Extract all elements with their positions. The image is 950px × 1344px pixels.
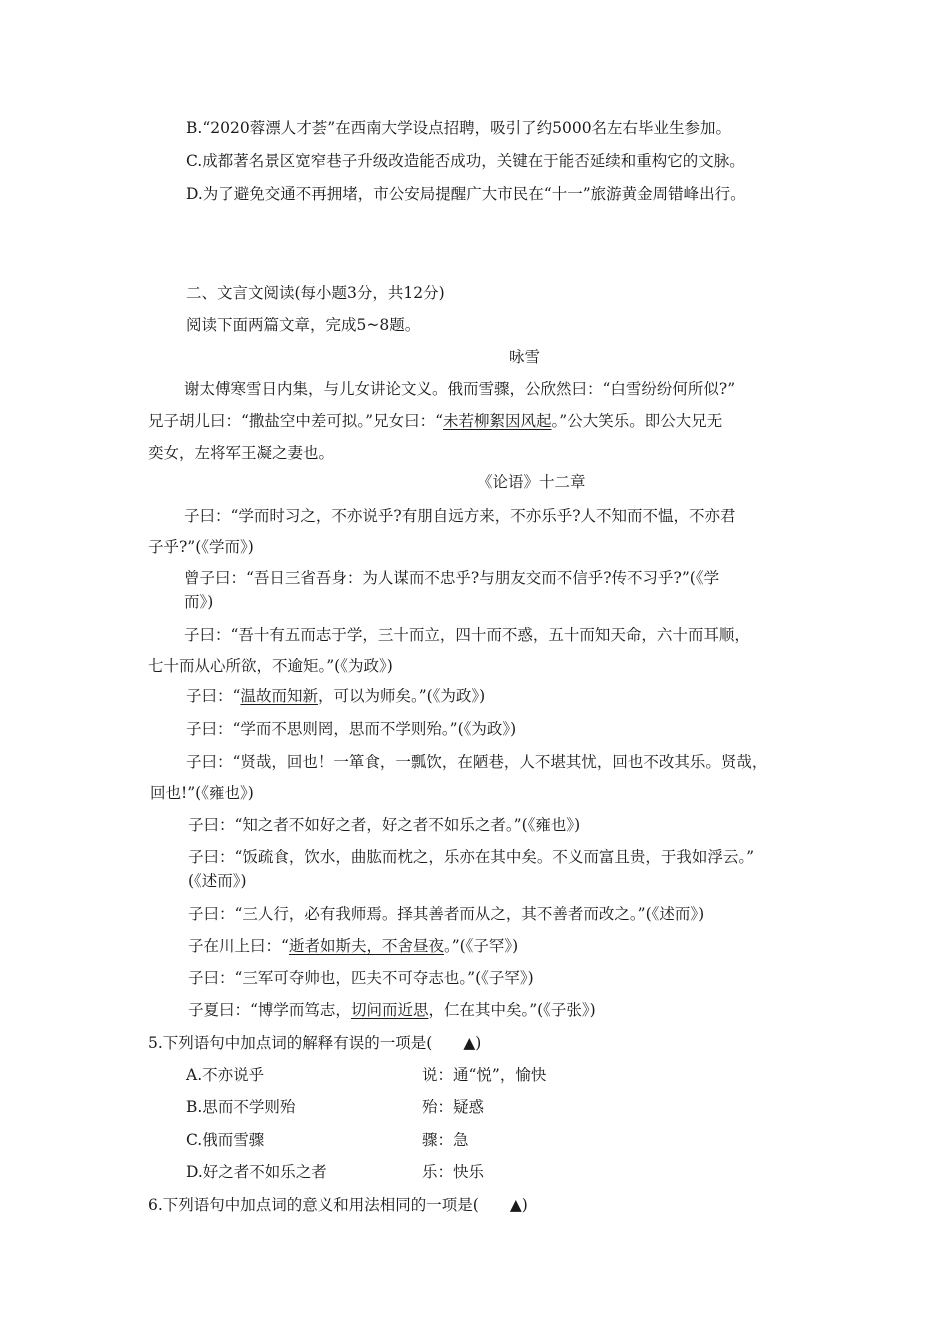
analects-paragraph: 子曰：“饭疏食，饮水，曲肱而枕之，乐亦在其中矣。不义而富且贵，于我如浮云。” [188, 848, 755, 866]
underlined-phrase: 逝者如斯夫，不舍昼夜 [288, 937, 444, 955]
analects-paragraph: 子曰：“学而时习之，不亦说乎?有朋自远方来，不亦乐乎?人不知而不愠，不亦君 [184, 507, 736, 525]
analects-paragraph: 曾子曰：“吾日三省吾身：为人谋而不忠乎?与朋友交而不信乎?传不习乎?”(《学 [184, 569, 720, 587]
passage1-line: 兄子胡儿曰：“撒盐空中差可拟。”兄女曰：“未若柳絮因风起。”公大笑乐。即公大兄无 [148, 412, 723, 430]
analects-paragraph: 子曰：“三军可夺帅也，匹夫不可夺志也。”(《子罕》) [188, 969, 534, 987]
underlined-phrase: 切问而近思 [350, 1001, 429, 1019]
q5-option-text: A.不亦说乎 [186, 1066, 265, 1084]
analects-paragraph: 子曰：“三人行，必有我师焉。择其善者而从之，其不善者而改之。”(《述而》) [188, 905, 705, 923]
q5-option-explanation: 骤：急 [422, 1131, 469, 1149]
q5-option-explanation: 殆：疑惑 [422, 1098, 485, 1116]
passage1-line: 谢太傅寒雪日内集，与儿女讲论文义。俄而雪骤，公欣然曰：“白雪纷纷何所似?” [184, 380, 736, 398]
q5-option-explanation: 乐：快乐 [422, 1163, 485, 1181]
q5-option-text: C.俄而雪骤 [186, 1131, 265, 1149]
section-heading: 二、文言文阅读(每小题3分，共12分) [186, 284, 445, 302]
passage2-title: 《论语》十二章 [477, 473, 586, 491]
analects-paragraph: 而》) [184, 593, 214, 611]
question-6-stem: 6.下列语句中加点词的意义和用法相同的一项是( ▲) [148, 1196, 528, 1214]
q5-option-text: B.思而不学则殆 [186, 1098, 296, 1116]
analects-paragraph: 子夏曰：“博学而笃志，切问而近思，仁在其中矣。”(《子张》) [188, 1001, 596, 1019]
analects-paragraph: (《述而》) [188, 872, 247, 890]
analects-paragraph: 七十而从心所欲，不逾矩。”(《为政》) [148, 657, 393, 675]
analects-paragraph: 子曰：“学而不思则罔，思而不学则殆。”(《为政》) [186, 720, 517, 738]
analects-paragraph: 子曰：“吾十有五而志于学，三十而立，四十而不惑，五十而知天命，六十而耳顺， [184, 626, 750, 644]
passage1-line: 奕女，左将军王凝之妻也。 [148, 444, 335, 462]
analects-paragraph: 子在川上曰：“逝者如斯夫，不舍昼夜。”(《子罕》) [188, 937, 519, 955]
option-c: C.成都著名景区宽窄巷子升级改造能否成功，关键在于能否延续和重构它的文脉。 [186, 152, 745, 170]
analects-paragraph: 回也!”(《雍也》) [150, 784, 254, 802]
question-5-stem: 5.下列语句中加点词的解释有误的一项是( ▲) [148, 1034, 482, 1052]
underlined-phrase: 温故而知新 [240, 687, 318, 705]
analects-paragraph: 子曰：“知之者不如好之者，好之者不如乐之者。”(《雍也》) [188, 816, 581, 834]
q5-option-text: D.好之者不如乐之者 [186, 1163, 327, 1181]
q5-option-explanation: 说：通“悦”，愉快 [422, 1066, 547, 1084]
option-b: B.“2020蓉漂人才荟”在西南大学设点招聘，吸引了约5000名左右毕业生参加。 [186, 119, 732, 137]
underlined-phrase: 未若柳絮因风起 [443, 412, 552, 430]
passage1-title: 咏雪 [509, 348, 541, 366]
analects-paragraph: 子曰：“温故而知新，可以为师矣。”(《为政》) [186, 687, 486, 705]
analects-paragraph: 子曰：“贤哉，回也！一箪食，一瓢饮，在陋巷，人不堪其忧，回也不改其乐。贤哉， [186, 753, 768, 771]
section-instruction: 阅读下面两篇文章，完成5~8题。 [186, 316, 421, 334]
analects-paragraph: 子乎?”(《学而》) [148, 538, 254, 556]
option-d: D.为了避免交通不再拥堵，市公安局提醒广大市民在“十一”旅游黄金周错峰出行。 [186, 185, 746, 203]
